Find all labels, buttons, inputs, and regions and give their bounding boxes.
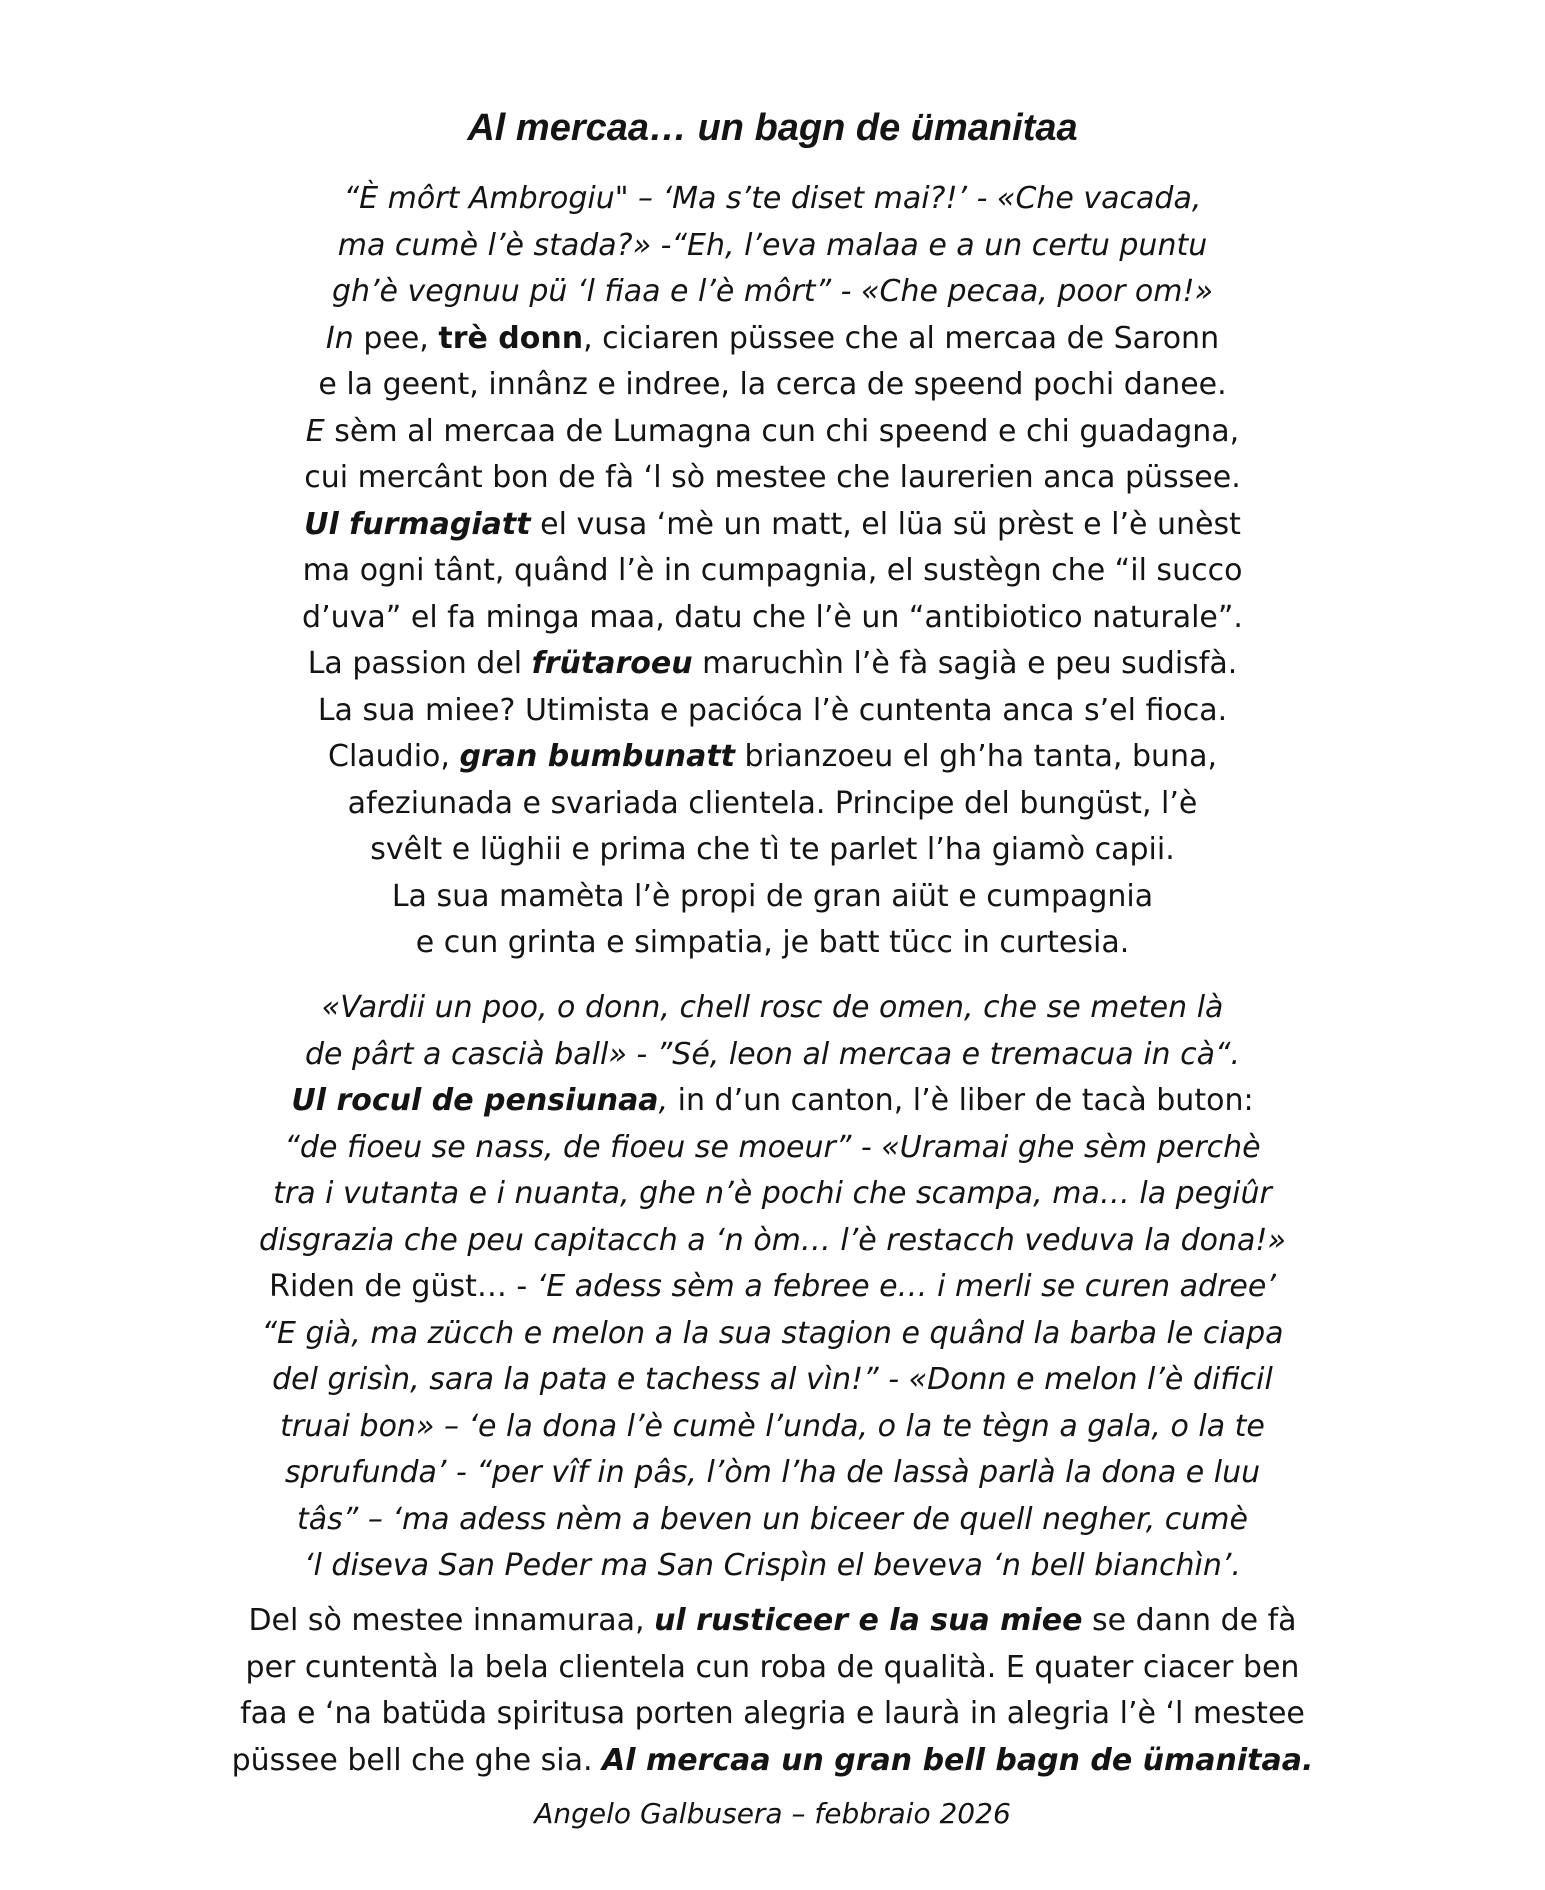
line-segment: cui mercânt bon de fà ‘l sò mestee che laurerien anca püssee. bbox=[304, 460, 1241, 495]
poem-line bbox=[0, 1032, 1545, 1079]
author-signature: Angelo Galbusera – febbraio 2026 bbox=[534, 1797, 1011, 1830]
line-segment: del grisìn, sara la pata e tachess al vìn!” - «Donn e melon l’è dificil bbox=[272, 1362, 1273, 1397]
line-segment: Ul rocul de pensiunaa bbox=[291, 1083, 659, 1118]
line-segment: gh’è vegnuu pü ‘l fiaa e l’è môrt” - «Che pecaa, poor om!» bbox=[331, 274, 1214, 309]
poem-line bbox=[0, 1598, 1545, 1645]
line-segment: Ul furmagiatt bbox=[304, 506, 531, 542]
poem-line bbox=[0, 1450, 1545, 1497]
line-segment: La sua miee? Utimista e pacióca l’è cuntenta anca s’el fioca. bbox=[317, 692, 1228, 728]
line-segment: el vusa ‘mè un matt, el lüa sü prèst e l’è unèst bbox=[530, 506, 1241, 542]
poem-line bbox=[0, 176, 1545, 223]
poem-line bbox=[0, 1543, 1545, 1590]
poem-line bbox=[0, 548, 1545, 595]
poem-line bbox=[0, 1691, 1545, 1738]
poem-line bbox=[0, 1497, 1545, 1544]
poem-line bbox=[0, 1171, 1545, 1218]
line-segment: “È môrt Ambrogiu" – ‘Ma s’te diset mai?!’ - «Che vacada, bbox=[343, 181, 1202, 216]
poem-line bbox=[0, 827, 1545, 874]
stanza-3 bbox=[0, 1598, 1545, 1784]
line-segment: ma cumè l’è stada?» -“Eh, l’eva malaa e a un certu puntu bbox=[337, 227, 1208, 263]
line-segment: E bbox=[305, 413, 325, 449]
poem-line bbox=[0, 985, 1545, 1032]
line-segment: brianzoeu el gh’ha tanta, buna, bbox=[735, 739, 1217, 774]
poem-line bbox=[0, 455, 1545, 502]
poem-line bbox=[0, 1357, 1545, 1404]
poem-title: Al mercaa… un bagn de ümanitaa bbox=[467, 107, 1078, 149]
line-segment: in d’un canton, l’è liber de tacà buton: bbox=[668, 1083, 1254, 1118]
poem-line bbox=[0, 1738, 1545, 1785]
line-segment: La sua mamèta l’è propi de gran aiüt e cumpagnia bbox=[391, 878, 1154, 914]
poem-line bbox=[0, 1078, 1545, 1125]
line-segment: “de fioeu se nass, de fioeu se moeur” - «Uramai ghe sèm perchè bbox=[284, 1129, 1261, 1165]
line-segment: La passion del bbox=[307, 646, 532, 681]
poem-line bbox=[0, 1404, 1545, 1451]
line-segment: sèm al mercaa de Lumagna cun chi speend e chi guadagna, bbox=[324, 413, 1240, 449]
poem-line bbox=[0, 269, 1545, 316]
line-segment: Riden de güst… - bbox=[269, 1269, 537, 1304]
line-segment: ul rusticeer e la sua miee bbox=[654, 1603, 1083, 1638]
poem-line bbox=[0, 316, 1545, 363]
line-segment: “E già, ma zücch e melon a la sua stagion e quând la barba le ciapa bbox=[261, 1315, 1284, 1351]
line-segment: e cun grinta e simpatia, je batt tücc in curtesia. bbox=[415, 925, 1130, 960]
line-segment: de pârt a cascià ball» - ”Sé, leon al mercaa e tremacua in cà“. bbox=[304, 1036, 1241, 1072]
poem-line bbox=[0, 1264, 1545, 1311]
line-segment: afeziunada e svariada clientela. Principe del bungüst, l’è bbox=[347, 785, 1198, 821]
line-segment: truai bon» – ‘e la dona l’è cumè l’unda, o la te tègn a gala, o la te bbox=[280, 1408, 1265, 1444]
poem-line bbox=[0, 641, 1545, 688]
line-segment: svêlt e lüghii e prima che tì te parlet l’ha giamò capii. bbox=[370, 832, 1175, 867]
poem-line bbox=[0, 734, 1545, 781]
line-segment: In bbox=[325, 320, 354, 356]
line-segment: trè donn bbox=[438, 320, 584, 356]
line-segment: tra i vutanta e i nuanta, ghe n’è pochi che scampa, ma… la pegiûr bbox=[273, 1176, 1272, 1211]
line-segment: ma ogni tânt, quând l’è in cumpagnia, el sustègn che “il succo bbox=[302, 553, 1243, 588]
poem-line bbox=[0, 595, 1545, 642]
stanza-2 bbox=[0, 985, 1545, 1590]
poem-line bbox=[0, 502, 1545, 549]
line-segment: per cuntentà la bela clientela cun roba de qualità. E quater ciacer ben bbox=[245, 1649, 1300, 1685]
line-segment: «Vardii un poo, o donn, chell rosc de omen, che se meten là bbox=[321, 990, 1224, 1025]
poem-line bbox=[0, 1125, 1545, 1172]
poem-line bbox=[0, 874, 1545, 921]
poem-line bbox=[0, 1218, 1545, 1265]
line-segment: d’uva” el fa minga maa, datu che l’è un “antibiotico naturale”. bbox=[302, 599, 1243, 635]
line-segment: sprufunda’ - “per vîf in pâs, l’òm l’ha de lassà parlà la dona e luu bbox=[284, 1455, 1261, 1490]
poem-line bbox=[0, 362, 1545, 409]
poem-line bbox=[0, 781, 1545, 828]
line-segment: se dann de fà bbox=[1082, 1603, 1297, 1638]
line-segment: e la geent, innânz e indree, la cerca de speend pochi danee. bbox=[318, 367, 1227, 402]
line-segment: Claudio, bbox=[328, 739, 460, 774]
line-segment: Del sò mestee innamuraa, bbox=[248, 1603, 655, 1638]
poem-line bbox=[0, 1311, 1545, 1358]
line-segment: gran bumbunatt bbox=[459, 739, 736, 774]
poem-line bbox=[0, 223, 1545, 270]
line-segment: frütaroeu bbox=[531, 646, 693, 681]
poem-line bbox=[0, 409, 1545, 456]
line-segment: tâs” – ‘ma adess nèm a beven un biceer de quell negher, cumè bbox=[297, 1501, 1248, 1537]
line-segment: disgrazia che peu capitacch a ‘n òm… l’è restacch veduva la dona!» bbox=[259, 1222, 1286, 1258]
line-segment: , ciciaren püssee che al mercaa de Saronn bbox=[583, 320, 1220, 356]
poem-line bbox=[0, 920, 1545, 967]
line-segment: ‘l diseva San Peder ma San Crispìn el beveva ‘n bell bianchìn’. bbox=[304, 1548, 1241, 1583]
line-segment: faa e ‘na batüda spiritusa porten alegria e laurà in alegria l’è ‘l mestee bbox=[240, 1696, 1305, 1731]
line-segment: püssee bell che ghe sia. bbox=[231, 1742, 603, 1778]
line-segment: maruchìn l’è fà sagià e peu sudisfà. bbox=[692, 646, 1238, 681]
poem-line bbox=[0, 688, 1545, 735]
stanza-1 bbox=[0, 176, 1545, 967]
line-segment: Al mercaa un gran bell bagn de ümanitaa. bbox=[602, 1742, 1314, 1778]
poem-line bbox=[0, 1645, 1545, 1692]
line-segment: ‘E adess sèm a febree e… i merli se curen adree’ bbox=[536, 1269, 1276, 1304]
line-segment: , bbox=[658, 1083, 669, 1118]
line-segment: pee, bbox=[353, 320, 439, 356]
